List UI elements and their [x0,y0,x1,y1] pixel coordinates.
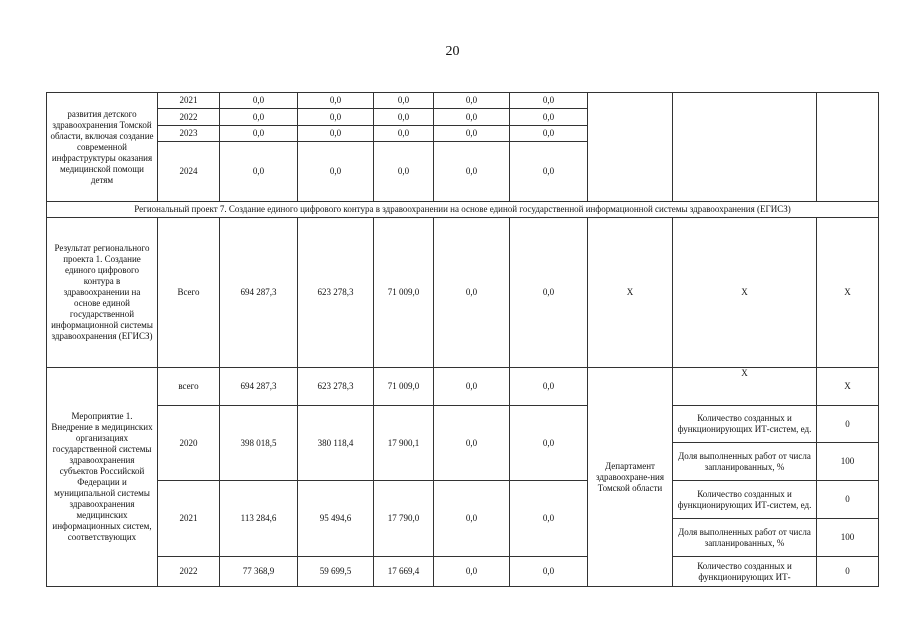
result-name: Результат регионального проекта 1. Создание единого цифрового контура в здравоохранении на основе единой государственной информационной системы здравоохранения (ЕГИСЗ) [47,218,158,368]
table-row: 2022 0,0 0,0 0,0 0,0 0,0 [47,109,879,126]
measure-name: Мероприятие 1. Внедрение в медицинских организациях государственной системы здравоохранения субъектов Российской Федерации и муниципальной системы здравоохранения медицинских информационных систем, соответствующих [47,368,158,587]
table-row [47,202,879,218]
page-number: 20 [445,44,460,59]
table-row: Доля выполненных работ от числа запланированных, % 100 [47,519,879,557]
table-row: 2024 0,0 0,0 0,0 0,0 0,0 [47,142,879,202]
table-row: 2021 113 284,6 95 494,6 17 790,0 0,0 0,0 Количество созданных и функционирующих ИТ-систем, ед. 0 [47,481,879,519]
table-row: 2023 0,0 0,0 0,0 0,0 0,0 [47,126,879,142]
budget-table [46,92,879,587]
table-row: развития детского здравоохранения Томской области, включая создание современной инфраструктуры оказания медицинской помощи детям 2021 0,0 0,0 0,0 0,0 0,0 [47,93,879,109]
executor: Департамент здравоохране-ния Томской области [588,368,673,587]
table-row: Доля выполненных работ от числа запланированных, % 100 [47,443,879,481]
row-name: развития детского здравоохранения Томской области, включая создание современной инфраструктуры оказания медицинской помощи детям [47,93,158,202]
table-row: Мероприятие 1. Внедрение в медицинских организациях государственной системы здравоохранения субъектов Российской Федерации и муниципальной системы здравоохранения медицинских информационных систем, соответствующих всего 694 287,3 623 278,3 71 009,0 0,0 0,0 Департамент здравоохране-ния Томской области X X [47,368,879,406]
table-row: 2022 77 368,9 59 699,5 17 669,4 0,0 0,0 Количество созданных и функционирующих ИТ- 0 [47,557,879,587]
regional-project-title: Региональный проект 7. Создание единого цифрового контура в здравоохранении на основе единой государственной информационной системы здравоохранения (ЕГИСЗ) [47,202,879,218]
table-row: 2020 398 018,5 380 118,4 17 900,1 0,0 0,0 Количество созданных и функционирующих ИТ-систем, ед. 0 [47,406,879,443]
table-row: Результат регионального проекта 1. Создание единого цифрового контура в здравоохранении на основе единой государственной информационной системы здравоохранения (ЕГИСЗ) Всего 694 287,3 623 278,3 71 009,0 0,0 0,0 X X X [47,218,879,368]
